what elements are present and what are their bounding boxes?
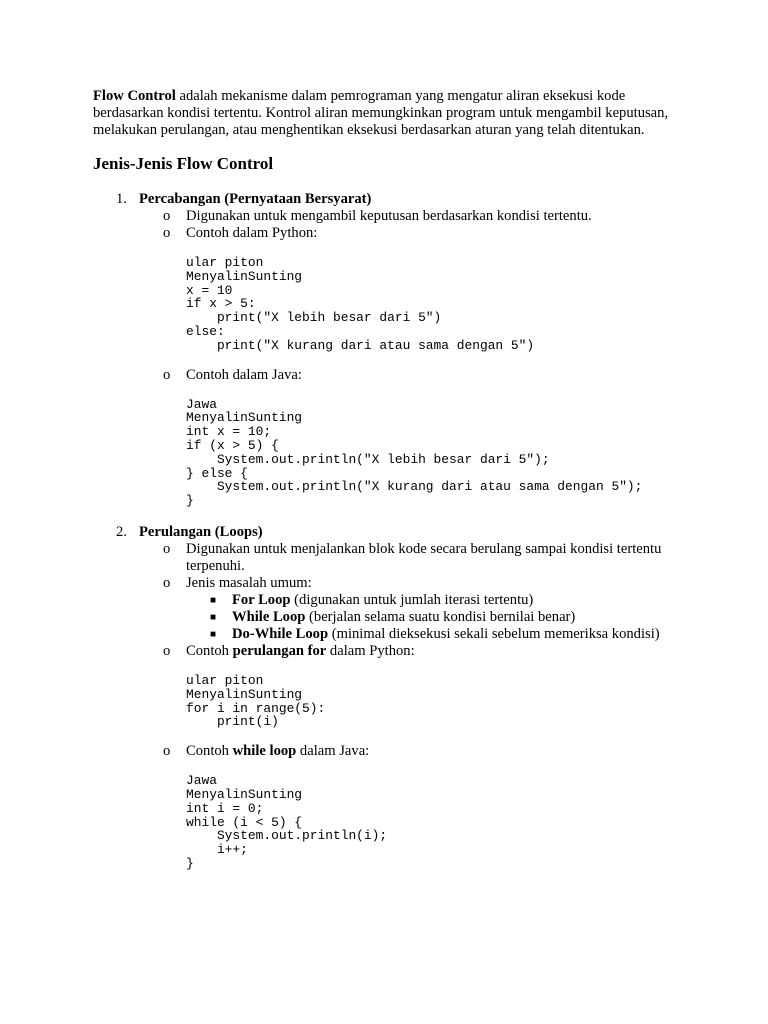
numbered-item-2 xyxy=(93,524,673,541)
code-block-python-if: ular piton MenyalinSunting x = 10 if x > 5: print("X lebih besar dari 5") else: print("X kurang dari atau sama dengan 5") xyxy=(186,255,535,353)
list-item xyxy=(93,367,673,384)
list-item-text: Jenis masalah umum: xyxy=(186,574,312,591)
list-item-bold: while loop xyxy=(232,743,297,760)
item-number-1: 1. xyxy=(116,191,127,207)
loop-type-desc: (berjalan selama suatu kondisi bernilai benar) xyxy=(305,608,576,625)
code-block-java-while: Jawa MenyalinSunting int i = 0; while (i < 5) { System.out.println(i); i++; } xyxy=(186,773,388,871)
list-item-text: Contoh dalam Python: xyxy=(186,225,318,241)
list-item-text-prefix: Contoh xyxy=(186,642,233,659)
square-bullet-icon: ■ xyxy=(210,594,217,606)
item-title-2: Perulangan (Loops) xyxy=(139,523,263,540)
list-item-text: Digunakan untuk mengambil keputusan berdasarkan kondisi tertentu. xyxy=(186,208,592,224)
loop-type-desc: (digunakan untuk jumlah iterasi tertentu) xyxy=(290,591,534,608)
section-heading: Jenis-Jenis Flow Control xyxy=(93,154,274,173)
numbered-item-1 xyxy=(93,191,673,208)
loop-type-desc: (minimal dieksekusi sekali sebelum memeriksa kondisi) xyxy=(328,625,660,642)
item-number-2: 2. xyxy=(116,523,127,540)
list-item xyxy=(93,541,673,575)
list-item-text-prefix: Contoh xyxy=(186,743,233,760)
code-block-python-for: ular piton MenyalinSunting for i in range(5): print(i) xyxy=(186,672,326,730)
circle-bullet-icon: o xyxy=(163,642,171,659)
nested-list-item xyxy=(93,626,673,643)
list-item xyxy=(93,743,673,760)
circle-bullet-icon: o xyxy=(163,743,171,760)
nested-list-item xyxy=(93,609,673,626)
list-item-text: Digunakan untuk menjalankan blok kode secara berulang sampai kondisi tertentu terpenuhi. xyxy=(186,540,662,574)
list-item xyxy=(93,575,673,592)
circle-bullet-icon: o xyxy=(163,208,171,224)
intro-paragraph xyxy=(93,88,673,139)
circle-bullet-icon: o xyxy=(163,366,171,383)
intro-term: Flow Control xyxy=(93,88,176,104)
document-page xyxy=(93,88,673,885)
nested-list-item xyxy=(93,592,673,609)
list-item-text-suffix: dalam Python: xyxy=(326,642,415,659)
loop-type-term: For Loop xyxy=(232,591,291,608)
code-block-java-if: Jawa MenyalinSunting int x = 10; if (x > 5) { System.out.println("X lebih besar dari 5"); } else { System.out.println("X kurang dari atau sama dengan 5"); } xyxy=(186,396,643,509)
loop-type-term: While Loop xyxy=(232,608,306,625)
circle-bullet-icon: o xyxy=(163,225,171,241)
square-bullet-icon: ■ xyxy=(210,628,217,640)
item-title-1: Percabangan (Pernyataan Bersyarat) xyxy=(139,191,372,207)
square-bullet-icon: ■ xyxy=(210,611,217,623)
circle-bullet-icon: o xyxy=(163,540,171,557)
list-item xyxy=(93,208,673,225)
list-item-text-suffix: dalam Java: xyxy=(296,743,370,760)
loop-type-term: Do-While Loop xyxy=(232,625,329,642)
intro-text: adalah mekanisme dalam pemrograman yang mengatur aliran eksekusi kode berdasarkan kondisi tertentu. Kontrol aliran memungkinkan program untuk mengambil keputusan, melakukan perulangan, atau menghentikan eksekusi berdasarkan aturan yang telah ditentukan. xyxy=(93,88,669,138)
list-item xyxy=(93,225,673,242)
circle-bullet-icon: o xyxy=(163,574,171,591)
list-item xyxy=(93,643,673,660)
list-item-bold: perulangan for xyxy=(232,642,327,659)
list-item-text: Contoh dalam Java: xyxy=(186,366,302,383)
